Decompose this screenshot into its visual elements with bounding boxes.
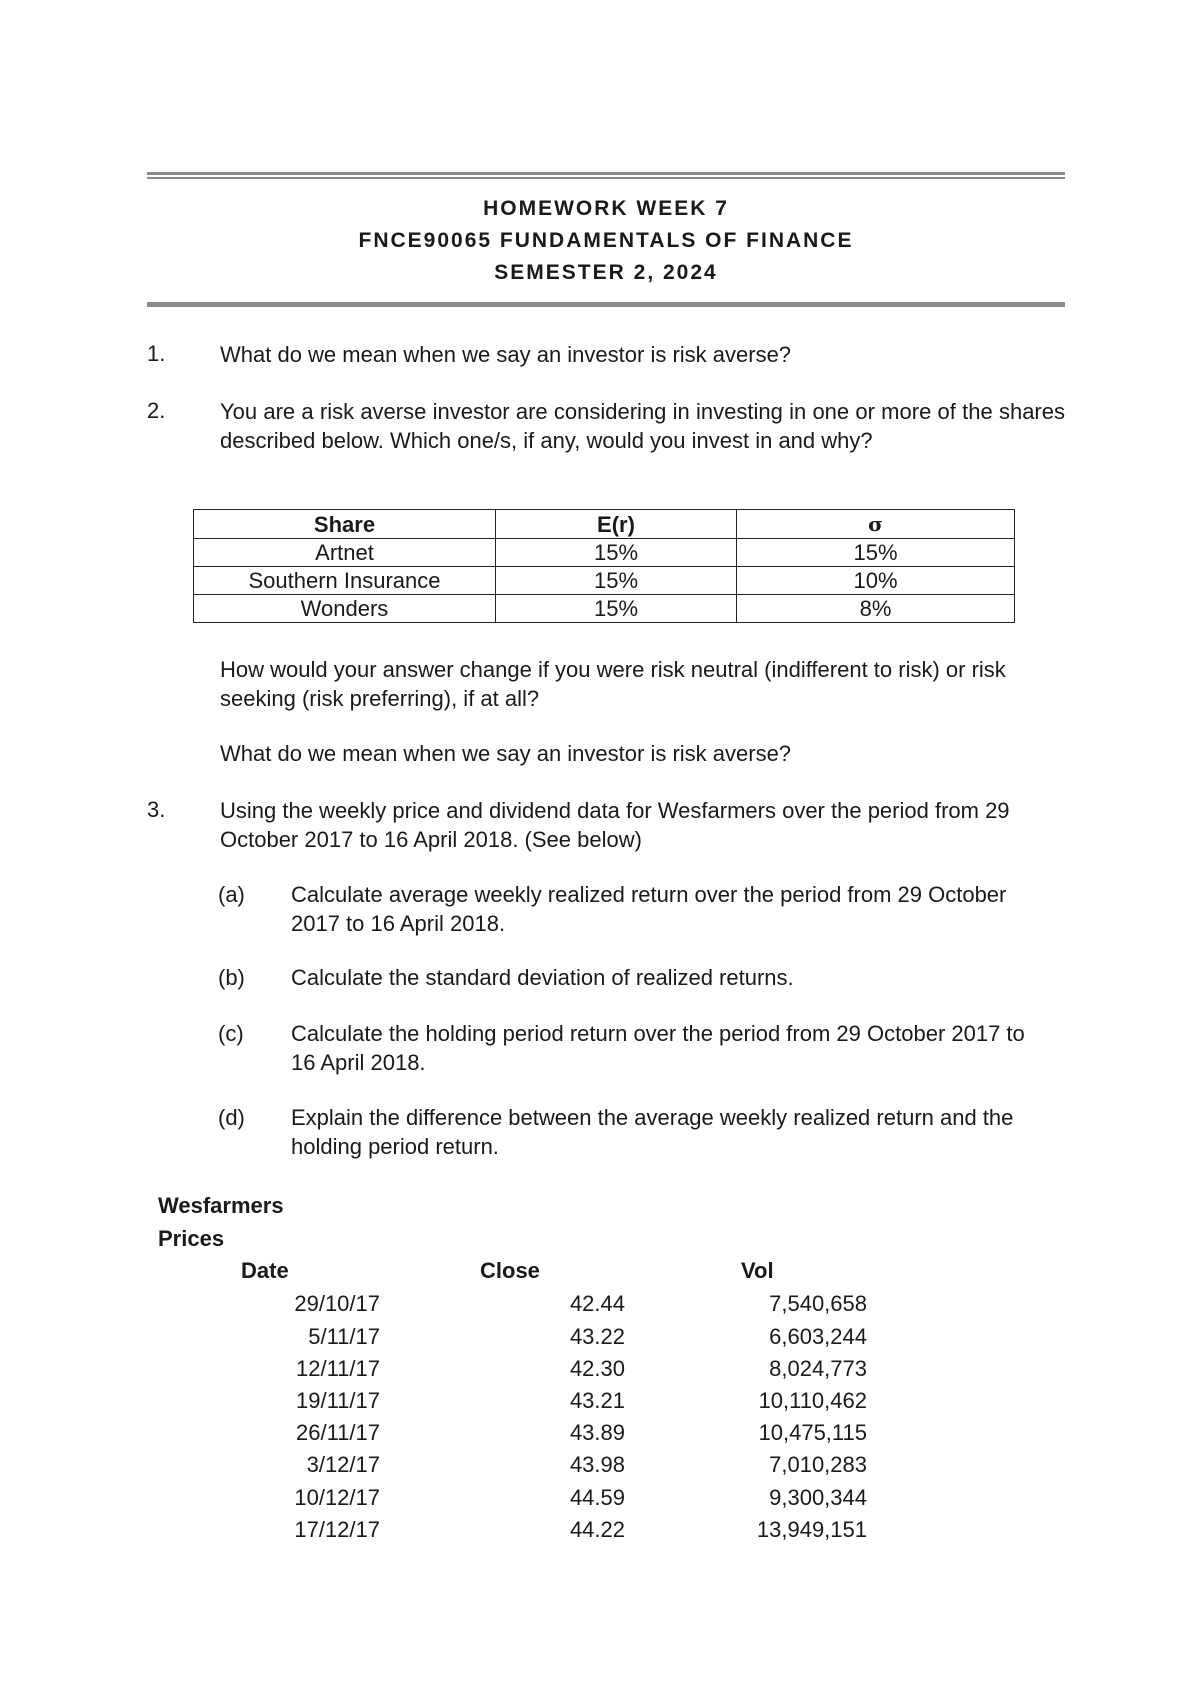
price-close: 43.21 — [569, 1388, 625, 1413]
price-date: 12/11/17 — [295, 1356, 380, 1381]
document-header — [147, 193, 1065, 289]
part-b-text: Calculate the standard deviation of realized returns. — [291, 965, 794, 990]
price-close: 44.22 — [569, 1517, 625, 1542]
part-a-label: (a) — [218, 882, 245, 907]
header-title: HOMEWORK WEEK 7 — [483, 197, 729, 220]
price-volume: 7,540,658 — [769, 1291, 867, 1316]
share-name: Artnet — [194, 539, 496, 567]
question-1-number: 1. — [147, 341, 166, 366]
part-c-text: Calculate the holding period return over the period from 29 October 2017 to 16 April 2018. — [291, 1021, 1025, 1075]
part-c-label: (c) — [218, 1021, 244, 1046]
column-header-date: Date — [241, 1258, 289, 1283]
price-volume: 8,024,773 — [769, 1356, 867, 1381]
price-volume: 13,949,151 — [756, 1517, 867, 1542]
sigma-symbol: σ — [868, 512, 883, 536]
price-volume: 10,475,115 — [758, 1420, 867, 1445]
price-close: 43.22 — [569, 1324, 625, 1349]
price-volume: 7,010,283 — [769, 1452, 867, 1477]
table-row — [194, 595, 1015, 623]
share-name: Southern Insurance — [194, 567, 496, 595]
shares-col-expected-return: E(r) — [496, 510, 737, 539]
part-b-label: (b) — [218, 965, 245, 990]
share-return: 15% — [496, 539, 737, 567]
header-top-rule — [147, 172, 1065, 175]
question-1-text: What do we mean when we say an investor is risk averse? — [220, 342, 792, 367]
question-2-text: You are a risk averse investor are considering in investing in one or more of the shares described below. Which one/s, if any, would you invest in and why? — [220, 399, 1065, 453]
share-name: Wonders — [194, 595, 496, 623]
header-course: FNCE90065 FUNDAMENTALS OF FINANCE — [358, 229, 854, 252]
wesfarmers-title: Wesfarmers — [158, 1193, 284, 1218]
price-date: 19/11/17 — [295, 1388, 380, 1413]
header-semester: SEMESTER 2, 2024 — [494, 261, 718, 284]
part-a-text: Calculate average weekly realized return over the period from 29 October 2017 to 16 April 2018. — [291, 882, 1007, 936]
price-volume: 9,300,344 — [769, 1485, 867, 1510]
price-date: 5/11/17 — [308, 1324, 380, 1349]
shares-col-share: Share — [194, 510, 496, 539]
price-close: 42.30 — [569, 1356, 625, 1381]
question-2-followup-1: How would your answer change if you were risk neutral (indifferent to risk) or risk seeking (risk preferring), if at all? — [220, 657, 1006, 711]
question-3-text: Using the weekly price and dividend data for Wesfarmers over the period from 29 October 2017 to 16 April 2018. (See below) — [220, 798, 1010, 852]
share-return: 15% — [496, 595, 737, 623]
column-header-close: Close — [480, 1258, 540, 1283]
question-2-followup-2: What do we mean when we say an investor is risk averse? — [220, 741, 792, 766]
header-top-rule-thin — [147, 177, 1065, 179]
table-row — [194, 539, 1015, 567]
price-close: 44.59 — [569, 1485, 625, 1510]
price-close: 42.44 — [569, 1291, 625, 1316]
part-d-label: (d) — [218, 1105, 245, 1130]
price-close: 43.89 — [569, 1420, 625, 1445]
shares-col-sigma — [737, 510, 1015, 539]
price-volume: 6,603,244 — [769, 1324, 867, 1349]
shares-table — [193, 509, 1015, 623]
price-date: 10/12/17 — [294, 1485, 380, 1510]
part-d-text: Explain the difference between the average weekly realized return and the holding period return. — [291, 1105, 1014, 1159]
prices-subtitle: Prices — [158, 1226, 225, 1251]
share-sigma: 8% — [737, 595, 1015, 623]
table-row — [194, 567, 1015, 595]
price-date: 3/12/17 — [306, 1452, 380, 1477]
share-sigma: 15% — [737, 539, 1015, 567]
shares-table-header — [194, 510, 1015, 539]
price-date: 26/11/17 — [295, 1420, 380, 1445]
question-2-number: 2. — [147, 398, 166, 423]
column-header-vol: Vol — [741, 1258, 774, 1283]
share-sigma: 10% — [737, 567, 1015, 595]
price-date: 17/12/17 — [294, 1517, 380, 1542]
price-volume: 10,110,462 — [758, 1388, 867, 1413]
price-close: 43.98 — [569, 1452, 625, 1477]
question-3-number: 3. — [147, 797, 166, 822]
price-date: 29/10/17 — [294, 1291, 380, 1316]
header-bottom-rule — [147, 302, 1065, 307]
share-return: 15% — [496, 567, 737, 595]
